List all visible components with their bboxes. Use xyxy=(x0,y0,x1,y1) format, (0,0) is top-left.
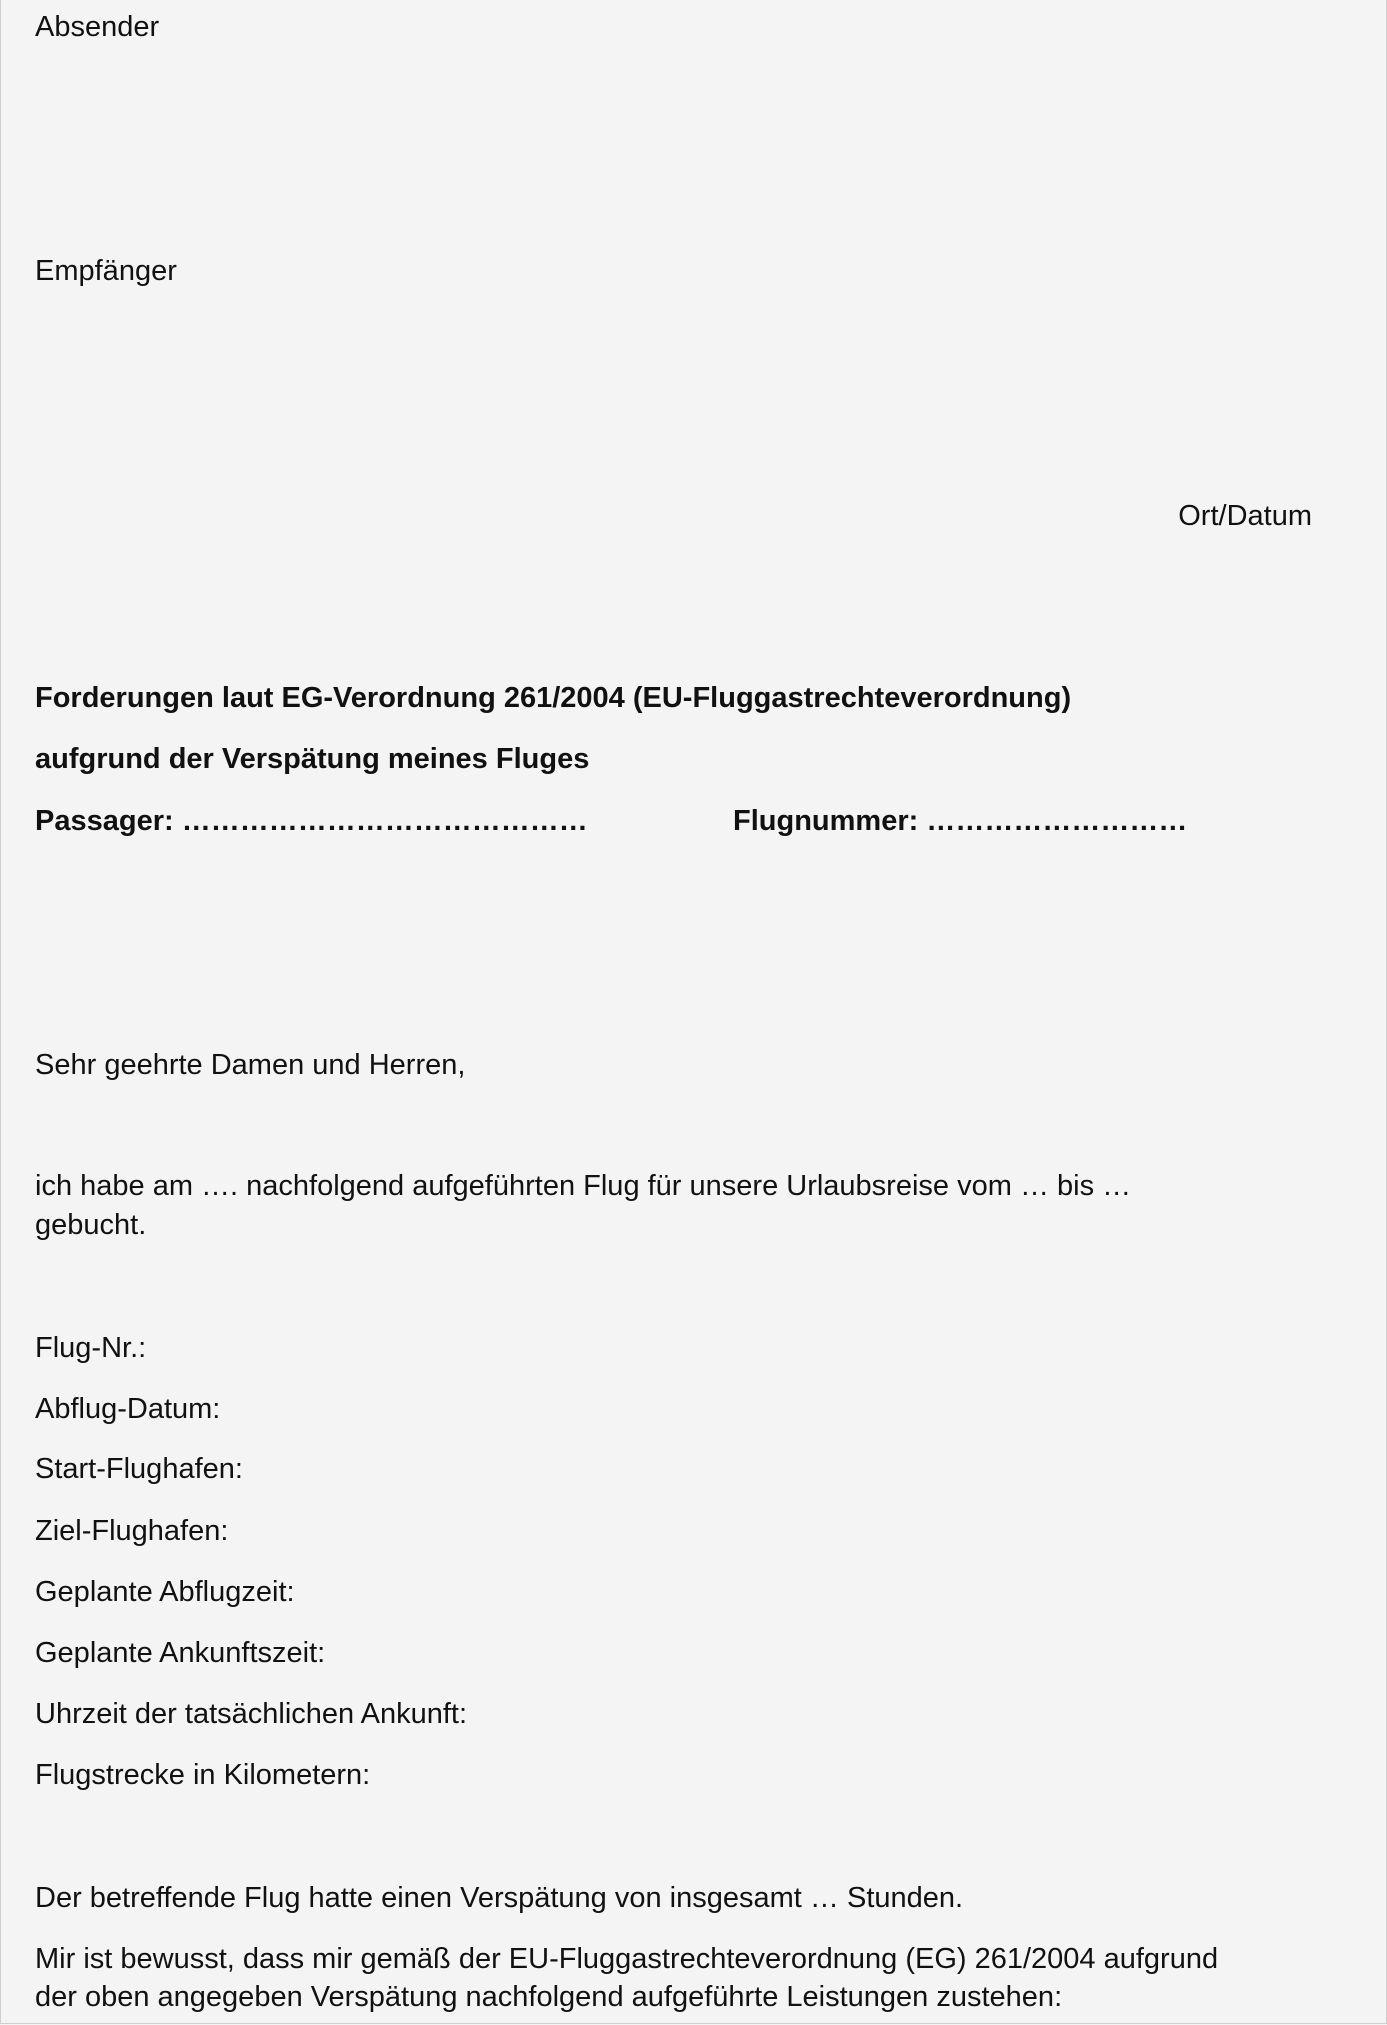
field-departure-date: Abflug-Datum: xyxy=(35,1393,221,1425)
subject-line-2: aufgrund der Verspätung meines Fluges xyxy=(35,743,590,775)
place-date-label: Ort/Datum xyxy=(1178,500,1312,532)
claim-line-1: Mir ist bewusst, dass mir gemäß der EU-Fluggastrechteverordnung (EG) 261/2004 aufgrund xyxy=(35,1943,1219,1975)
delay-sentence: Der betreffende Flug hatte einen Verspätung von insgesamt … Stunden. xyxy=(35,1882,964,1914)
sender-label: Absender xyxy=(35,11,160,43)
claim-line-2: der oben angegeben Verspätung nachfolgend aufgeführte Leistungen zustehen: xyxy=(35,1981,1063,2013)
field-departure-airport: Start-Flughafen: xyxy=(35,1453,243,1485)
field-actual-arrival: Uhrzeit der tatsächlichen Ankunft: xyxy=(35,1698,468,1730)
field-flight-no: Flug-Nr.: xyxy=(35,1332,147,1364)
passenger-field: Passager: …………………………………… xyxy=(35,805,588,837)
flight-number-field: Flugnummer: ……………………… xyxy=(733,805,1188,837)
intro-line-2: gebucht. xyxy=(35,1209,147,1241)
field-distance: Flugstrecke in Kilometern: xyxy=(35,1759,371,1791)
recipient-label: Empfänger xyxy=(35,255,177,287)
field-planned-departure: Geplante Abflugzeit: xyxy=(35,1576,295,1608)
salutation: Sehr geehrte Damen und Herren, xyxy=(35,1049,466,1081)
subject-line-1: Forderungen laut EG-Verordnung 261/2004 (EU-Fluggastrechteverordnung) xyxy=(35,682,1072,714)
field-destination-airport: Ziel-Flughafen: xyxy=(35,1515,229,1547)
intro-line-1: ich habe am …. nachfolgend aufgeführten Flug für unsere Urlaubsreise vom … bis … xyxy=(35,1170,1132,1202)
field-planned-arrival: Geplante Ankunftszeit: xyxy=(35,1637,326,1669)
